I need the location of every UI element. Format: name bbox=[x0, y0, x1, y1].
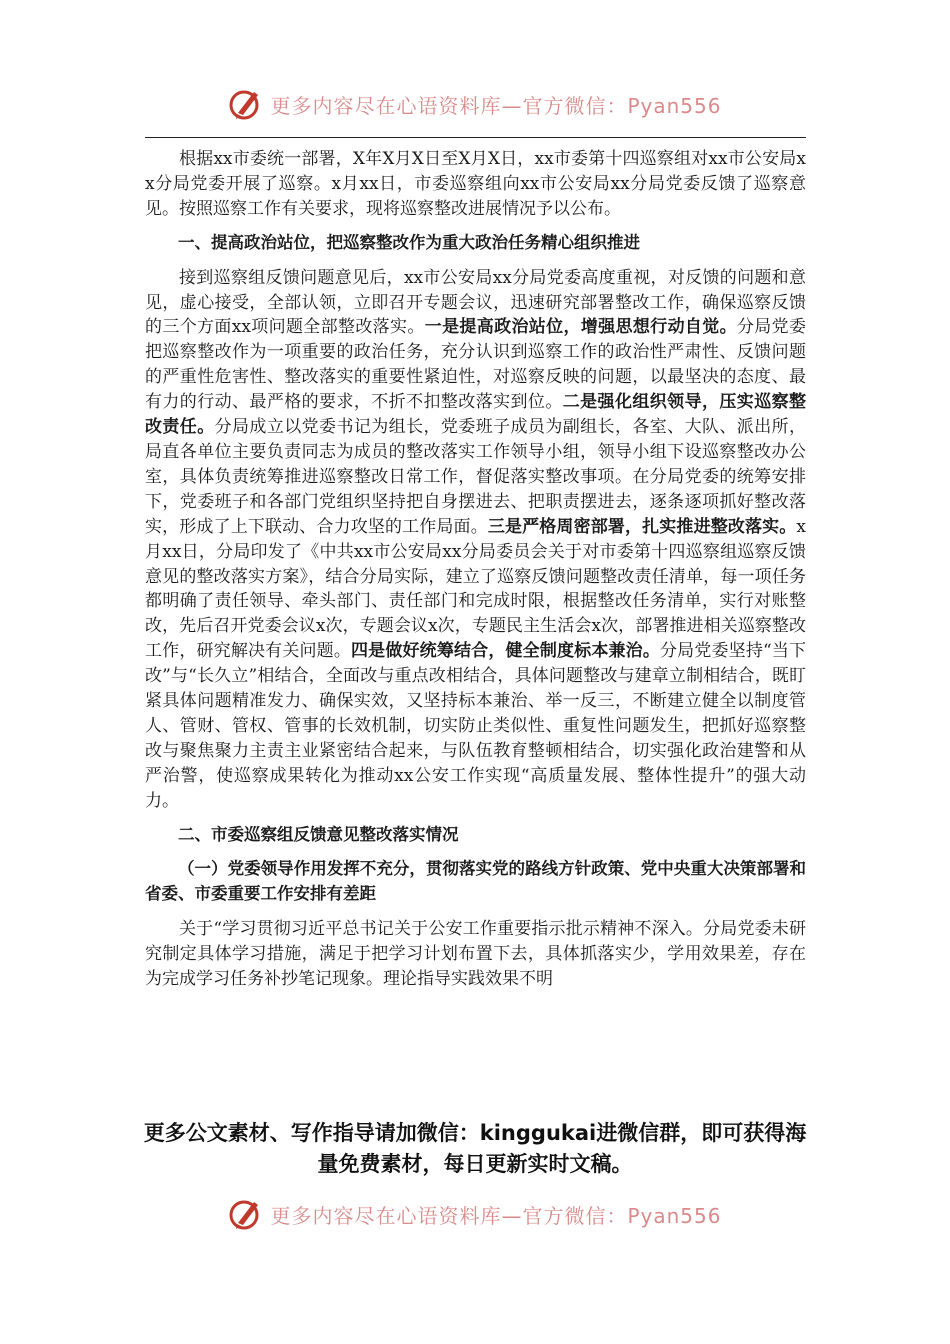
header-divider bbox=[145, 137, 806, 138]
intro-paragraph: 根据xx市委统一部署，X年X月X日至X月X日，xx市委第十四巡察组对xx市公安局xx分局党委开展了巡察。x月xx日，市委巡察组向xx市公安局xx分局党委反馈了巡察意见。按照巡察工作有关要求，现将巡察整改进展情况予以公布。 bbox=[145, 149, 806, 219]
section1-point-3: 三是严格周密部署，扎实推进整改落实。 bbox=[487, 516, 797, 537]
header-banner bbox=[0, 82, 950, 126]
header-banner-text: 更多内容尽在心语资料库—官方微信：Pyan556 bbox=[270, 93, 722, 118]
section2-heading: 二、市委巡察组反馈意见整改落实情况 bbox=[178, 824, 459, 844]
section1-point-2: 二是强化组织领导，压实巡察整改责任。 bbox=[145, 392, 807, 438]
section1-text-2: 分局党委把巡察整改作为一项重要的政治任务，充分认识到巡察工作的政治性严肃性、反馈问题的严重性危害性、整改落实的重要性紧迫性，对巡察反映的问题，以最坚决的态度、最有力的行动、最严格的要求，不折不扣整改落实到位。 bbox=[145, 317, 806, 413]
section1-paragraph bbox=[145, 266, 806, 814]
subsection1-paragraph: 关于“学习贯彻习近平总书记关于公安工作重要指示批示精神不深入。分局党委未研究制定具体学习措施，满足于把学习计划布置下去，具体抓落实少，学用效果差，存在为完成学习任务补抄笔记现象。理论指导实践效果不明 bbox=[145, 919, 806, 990]
section1-point-4: 四是做好统筹结合，健全制度标本兼治。 bbox=[351, 641, 660, 662]
section1-point-1: 一是提高政治站位，增强思想行动自觉。 bbox=[424, 317, 737, 338]
section1-heading: 一、提高政治站位，把巡察整改作为重大政治任务精心组织推进 bbox=[178, 232, 640, 252]
document-body bbox=[145, 147, 806, 992]
section1-text-1: 接到巡察组反馈问题意见后，xx市公安局xx分局党委高度重视，对反馈的问题和意见，虚心接受，全部认领，立即召开专题会议，迅速研究部署整改工作，确保巡察反馈的三个方面xx项问题全部整改落实。 bbox=[145, 267, 806, 338]
footer-banner bbox=[0, 1192, 950, 1236]
fountain-pen-logo-icon bbox=[228, 86, 264, 122]
footer-banner-text: 更多内容尽在心语资料库—官方微信：Pyan556 bbox=[270, 1203, 722, 1228]
section1-text-5: 分局党委坚持“当下改”与“长久立”相结合，全面改与重点改相结合，具体问题整改与建章立制相结合，既盯紧具体问题精准发力、确保实效，又坚持标本兼治、举一反三，不断建立健全以制度管人、管财、管权、管事的长效机制，切实防止类似性、重复性问题发生，把抓好巡察整改与聚焦聚力主责主业紧密结合起来，与队伍教育整顿相结合，切实强化政治建警和从严治警，使巡察成果转化为推动xx公安工作实现“高质量发展、整体性提升”的强大动力。 bbox=[145, 641, 807, 811]
section1-text-4: x月xx日，分局印发了《中共xx市公安局xx分局委员会关于对市委第十四巡察组巡察反馈意见的整改落实方案》，结合分局实际，建立了巡察反馈问题整改责任清单，每一项任务都明确了责任领导、牵头部门、责任部门和完成时限，根据整改任务清单，实行对账整改，先后召开党委会议x次，专题会议x次，专题民主生活会x次，部署推进相关巡察整改工作，研究解决有关问题。 bbox=[145, 516, 807, 662]
promo-text: 更多公文素材、写作指导请加微信：kinggukai进微信群，即可获得海量免费素材，每日更新实时文稿。 bbox=[143, 1121, 807, 1176]
section1-text-3: 分局成立以党委书记为组长，党委班子成员为副组长，各室、大队、派出所，局直各单位主要负责同志为成员的整改落实工作领导小组，领导小组下设巡察整改办公室，具体负责统筹推进巡察整改日常工作，督促落实整改事项。在分局党委的统筹安排下，党委班子和各部门党组织坚持把自身摆进去、把职责摆进去，逐条逐项抓好整改落实，形成了上下联动、合力攻坚的工作局面。 bbox=[145, 417, 807, 537]
subsection1-heading: （一）党委领导作用发挥不充分，贯彻落实党的路线方针政策、党中央重大决策部署和省委、市委重要工作安排有差距 bbox=[145, 859, 806, 904]
fountain-pen-logo-icon bbox=[228, 1196, 264, 1232]
